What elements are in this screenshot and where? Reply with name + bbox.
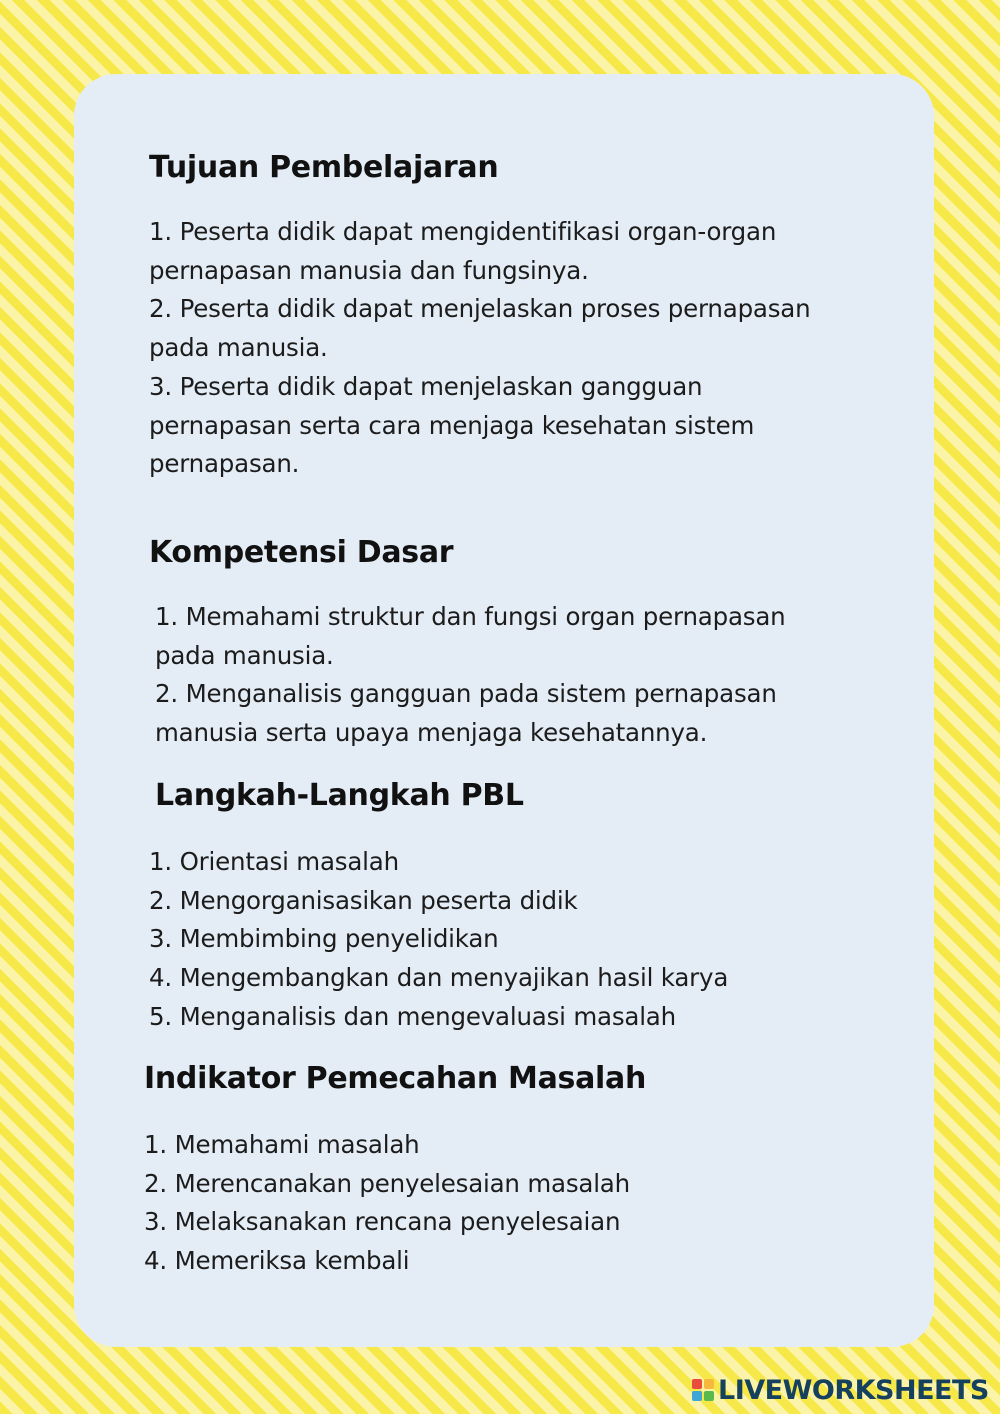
text-line: 1. Memahami struktur dan fungsi organ pernapasan bbox=[155, 602, 786, 631]
watermark-text: LIVEWORKSHEETS bbox=[718, 1374, 989, 1406]
text-line: pernapasan serta cara menjaga kesehatan sistem bbox=[149, 410, 755, 440]
section-title-tujuan-pembelajaran: Tujuan Pembelajaran bbox=[149, 150, 499, 185]
list-item: 1. Orientasi masalah bbox=[149, 847, 399, 876]
list-item: 2. Merencanakan penyelesaian masalah bbox=[144, 1168, 630, 1198]
list-item: 4. Memeriksa kembali bbox=[144, 1246, 410, 1276]
list-item: 5. Menganalisis dan mengevaluasi masalah bbox=[149, 1001, 676, 1031]
text-line: pada manusia. bbox=[149, 333, 328, 363]
section-title-langkah-langkah-pbl: Langkah-Langkah PBL bbox=[155, 778, 524, 813]
list-item: 3. Membimbing penyelidikan bbox=[149, 924, 499, 954]
text-line: pada manusia. bbox=[155, 640, 334, 670]
section-body-tujuan-pembelajaran bbox=[149, 213, 810, 484]
section-body-langkah-langkah-pbl bbox=[149, 843, 728, 1037]
text-line: 2. Menganalisis gangguan pada sistem pernapasan bbox=[155, 679, 777, 709]
liveworksheets-logo-icon bbox=[692, 1379, 714, 1401]
list-item: 4. Mengembangkan dan menyajikan hasil karya bbox=[149, 963, 729, 993]
section-body-indikator-pemecahan-masalah bbox=[144, 1126, 630, 1281]
section-body-kompetensi-dasar bbox=[155, 598, 785, 753]
text-line: pernapasan. bbox=[149, 449, 300, 479]
text-line: 2. Peserta didik dapat menjelaskan proses pernapasan bbox=[149, 294, 811, 324]
text-line: 3. Peserta didik dapat menjelaskan gangguan bbox=[149, 371, 703, 401]
text-line: 1. Peserta didik dapat mengidentifikasi organ-organ bbox=[149, 217, 777, 246]
list-item: 1. Memahami masalah bbox=[144, 1130, 420, 1159]
section-title-kompetensi-dasar: Kompetensi Dasar bbox=[149, 535, 454, 570]
liveworksheets-watermark bbox=[692, 1374, 989, 1406]
text-line: manusia serta upaya menjaga kesehatannya. bbox=[155, 718, 708, 748]
list-item: 3. Melaksanakan rencana penyelesaian bbox=[144, 1207, 621, 1237]
list-item: 2. Mengorganisasikan peserta didik bbox=[149, 885, 578, 915]
text-line: pernapasan manusia dan fungsinya. bbox=[149, 255, 589, 285]
section-title-indikator-pemecahan-masalah: Indikator Pemecahan Masalah bbox=[144, 1061, 647, 1096]
